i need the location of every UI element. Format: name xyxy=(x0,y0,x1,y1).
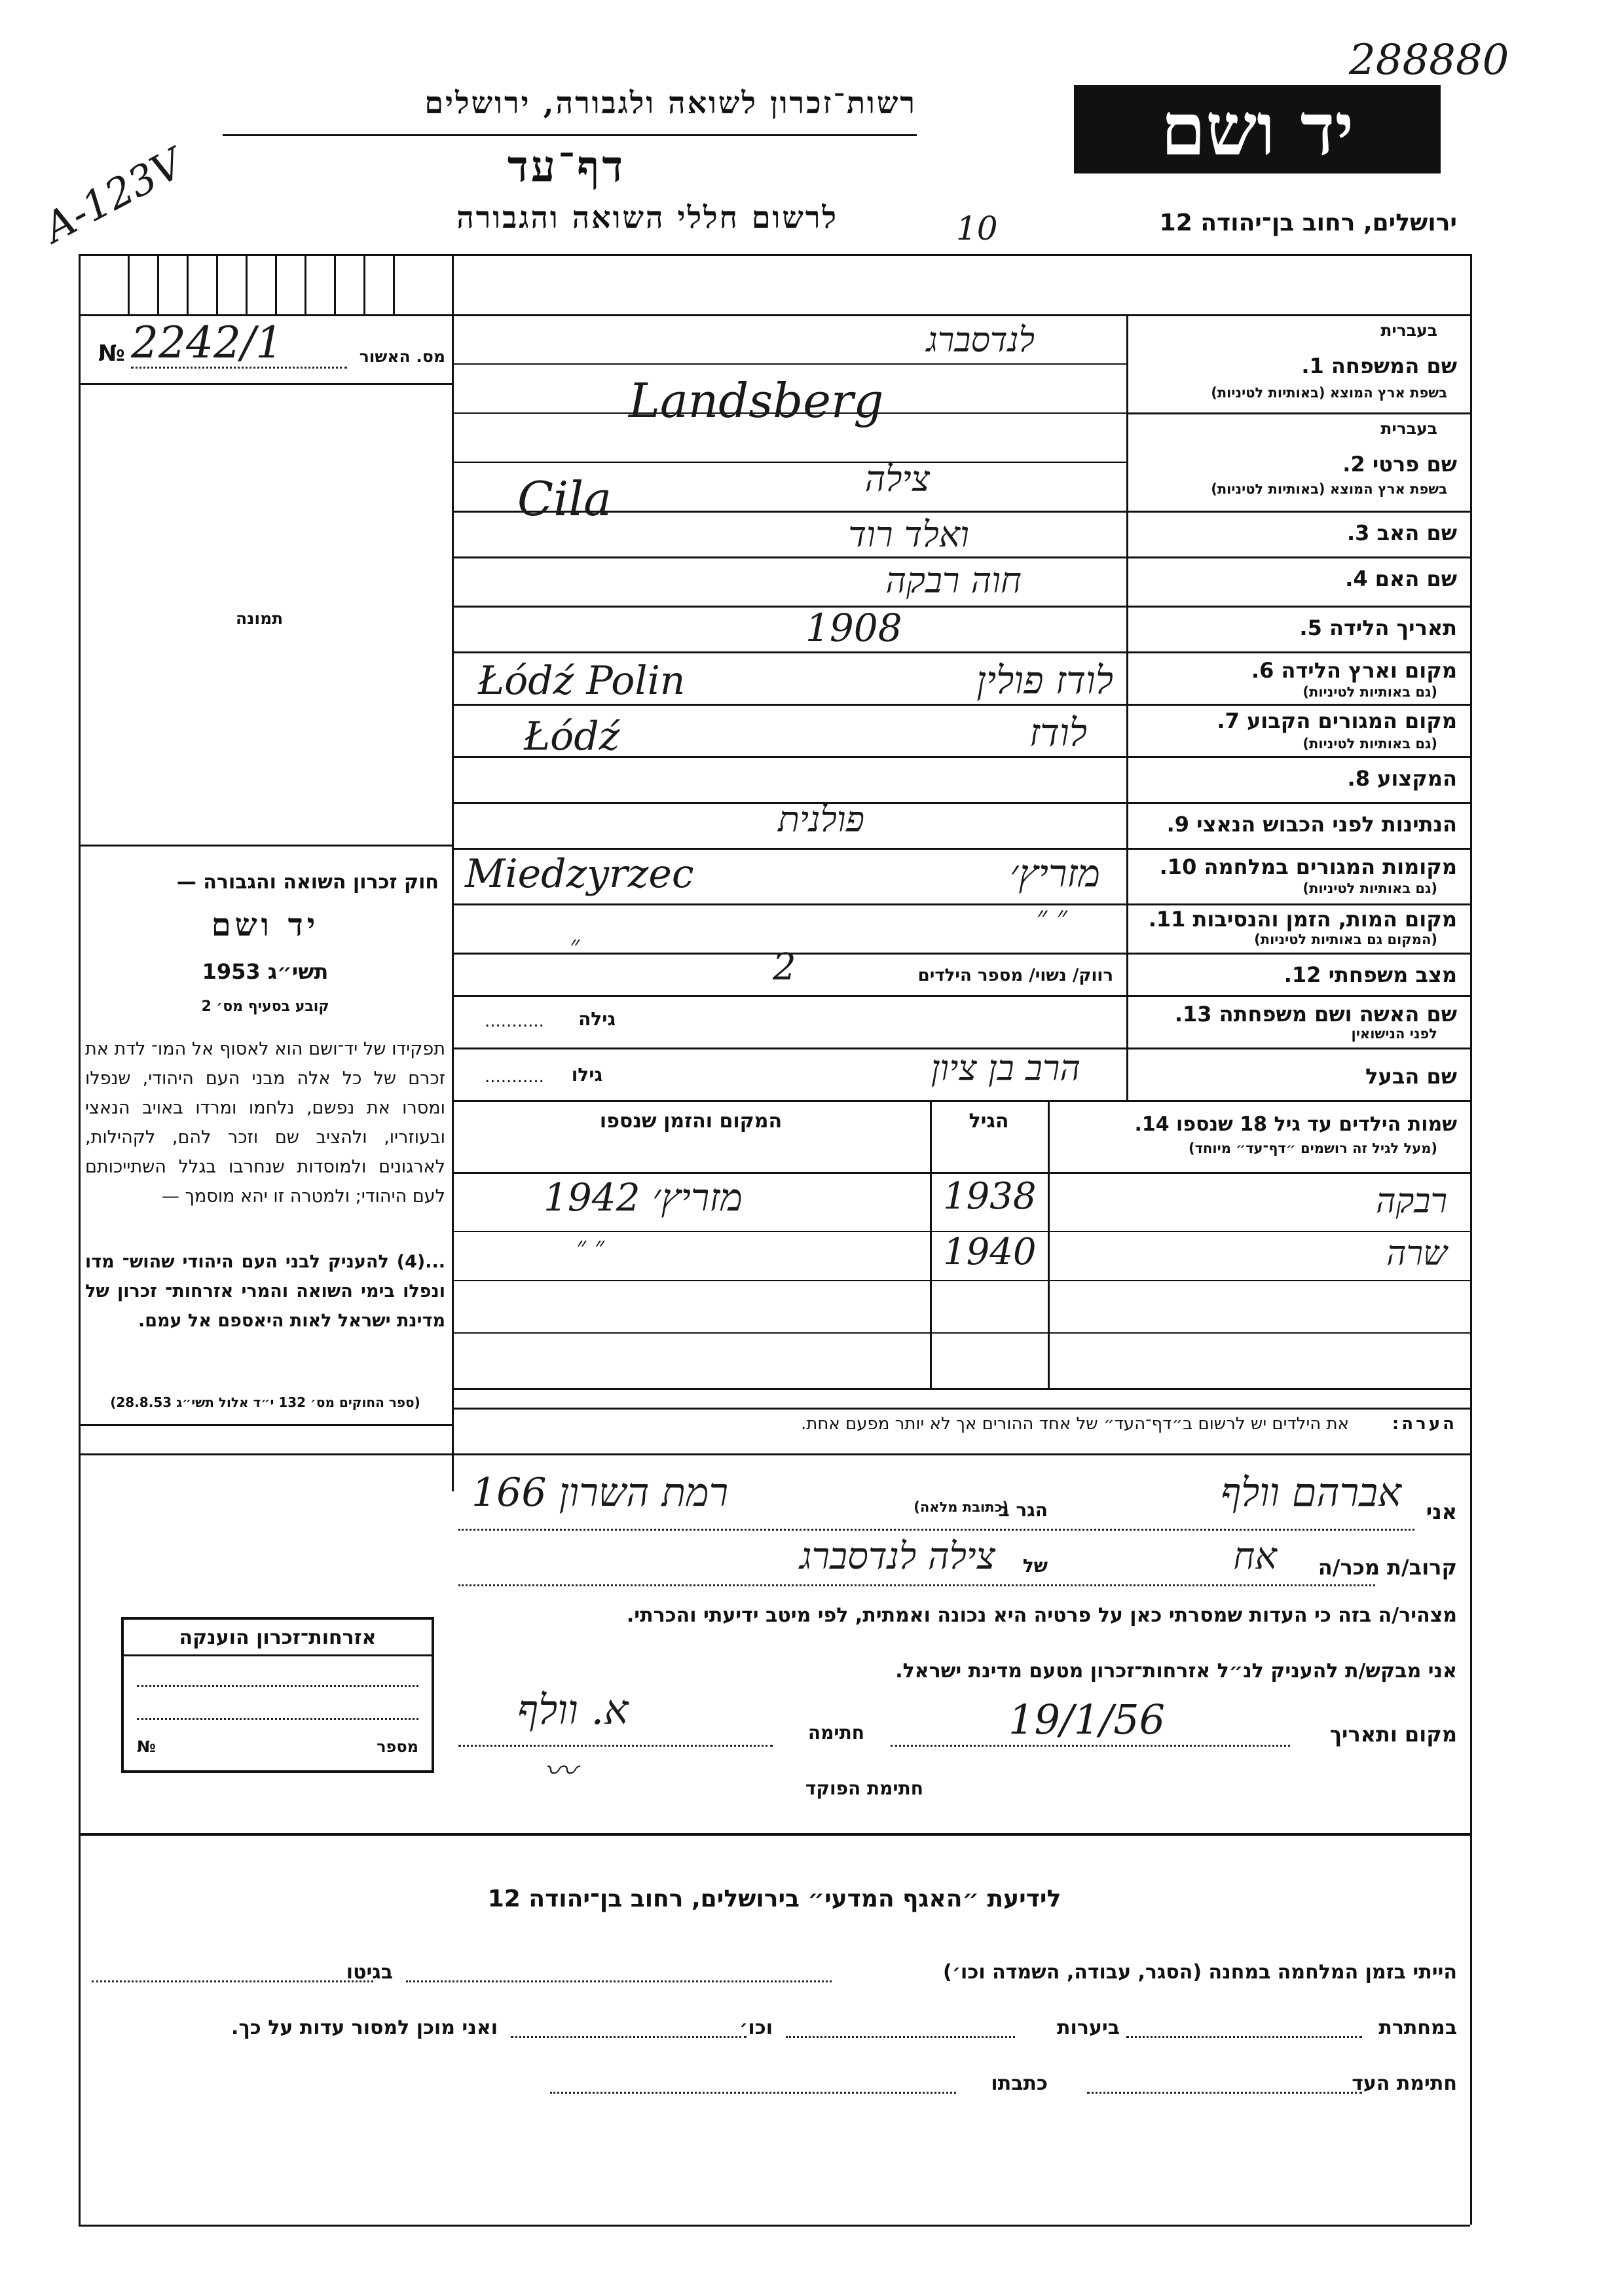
remark-text: את הילדים יש לרשום ב״דף־העד״ של אחד ההורים אך לא יותר מפעם אחת. xyxy=(800,1414,1349,1434)
declarant-name[interactable]: אברהם וולף xyxy=(1221,1470,1401,1516)
law-year: תשי״ג 1953 xyxy=(202,959,329,984)
law-paragraph-1: תפקידו של יד־ושם הוא לאסוף אל המו־ לדת את זכרם של כל אלה מבני העם היהודי, שנפלו ומסרו את נפשם, נלחמו ומרדו באויב הנאצי ובעוזריו, ולהציב שם וזכר להם, לקהילות, לארגונים ולמוסדות שנחרבו בגלל השתייכותם לעם היהודי; ולמטרה זו יהא מוסמך — xyxy=(85,1039,445,1207)
field-11-value[interactable]: ״ ״ xyxy=(1036,900,1067,934)
page-mark: 10 xyxy=(956,210,998,247)
field-8-label: המקצוע 8. xyxy=(1347,766,1457,791)
field-10-value-latin[interactable]: Miedzyrzec xyxy=(465,851,694,897)
signature-value[interactable]: א. וולף xyxy=(517,1686,629,1734)
citizenship-title: אזרחות־זכרון הוענקה xyxy=(124,1626,432,1656)
field-2-lang: בעברית xyxy=(1380,419,1437,438)
footer-camp-label: הייתי בזמן המלחמה במחנה (הסגר, עבודה, השמדה וכו׳) xyxy=(943,1961,1457,1984)
field-2-value-latin[interactable]: Cila xyxy=(517,471,612,526)
declarant-address-hint: (כתובת מלאה) xyxy=(913,1499,1008,1515)
wife-age-dots: ........... xyxy=(485,1011,544,1031)
field-1-label: שם המשפחה 1. xyxy=(1301,354,1457,378)
husband-label: שם הבעל xyxy=(1365,1064,1457,1089)
margin-note: A-123V xyxy=(36,139,191,252)
children-col-age: הגיל xyxy=(969,1110,1009,1133)
footer-etc-label: וכו׳ xyxy=(739,2016,773,2039)
wife-age-label: גילה xyxy=(578,1008,616,1030)
child-1-place[interactable]: מזריץ׳ 1942 xyxy=(544,1175,743,1220)
archive-number: 288880 xyxy=(1349,36,1509,84)
field-3-label: שם האב 3. xyxy=(1346,520,1457,545)
children-count[interactable]: 2 xyxy=(773,946,796,989)
citizenship-number-label: מספר xyxy=(377,1738,418,1756)
relation-of-value[interactable]: צילה לנדסברג xyxy=(800,1535,995,1578)
child-2-age[interactable]: 1940 xyxy=(943,1231,1037,1273)
child-1-name[interactable]: רבקה xyxy=(1376,1182,1447,1221)
husband-age-label: גילו xyxy=(571,1064,602,1085)
field-2-value-hebrew[interactable]: צילה xyxy=(864,458,930,500)
relation-of: של xyxy=(1022,1555,1048,1576)
footer-info: לידיעת ״האגף המדעי״ בירושלים, רחוב בן־יהודה 12 xyxy=(487,1886,1061,1912)
field-7-sub: (גם באותיות לטיניות) xyxy=(1302,736,1437,752)
place-date-label: מקום ותאריך xyxy=(1329,1722,1457,1747)
field-7-label: מקום המגורים הקבוע 7. xyxy=(1217,708,1457,733)
form-title: דף־עד xyxy=(507,141,626,192)
field-6-label: מקום וארץ הלידה 6. xyxy=(1251,658,1457,683)
field-1-value-hebrew[interactable]: לנדסברג xyxy=(926,321,1035,360)
relation-label: קרוב/ת מכר/ה xyxy=(1318,1555,1457,1580)
approval-number[interactable]: 2242/1 xyxy=(131,318,284,368)
field-6-value-hebrew[interactable]: לודז פולין xyxy=(976,658,1113,702)
request-text: אני מבקש/ת להעניק לנ״ל אזרחות־זכרון מטעם מדינת ישראל. xyxy=(895,1660,1457,1683)
field-10-label: מקומות המגורים במלחמה 10. xyxy=(1159,854,1457,879)
field-2-sub: בשפת ארץ המוצא (באותיות לטיניות) xyxy=(1211,481,1447,497)
field-7-value-latin[interactable]: Łódź xyxy=(524,714,620,759)
husband-age-dots: ........... xyxy=(485,1067,544,1087)
header-address: ירושלים, רחוב בן־יהודה 12 xyxy=(1159,210,1457,236)
child-2-place[interactable]: ״ ״ xyxy=(576,1231,605,1262)
field-11-sub: (המקום גם באותיות לטיניות) xyxy=(1254,932,1437,947)
field-7-value-hebrew[interactable]: לודז xyxy=(1029,710,1087,755)
footer-address-label: כתבתו xyxy=(991,2072,1048,2095)
field-13-label: שם האשה ושם משפחתה 13. xyxy=(1174,1002,1457,1027)
approval-label: מס. האשור xyxy=(359,347,445,366)
field-1-lang: בעברית xyxy=(1380,321,1437,340)
footer-forests-label: ביערות xyxy=(1057,2016,1120,2039)
marital-status-options: רווק/ נשוי/ מספר הילדים xyxy=(917,966,1113,985)
field-1-value-latin[interactable]: Landsberg xyxy=(629,373,884,428)
field-13-sub: לפני הנישואין xyxy=(1351,1026,1437,1042)
citizenship-number-sign: № xyxy=(137,1738,156,1756)
field-2-label: שם פרטי 2. xyxy=(1342,452,1457,477)
child-1-age[interactable]: 1938 xyxy=(943,1175,1037,1218)
law-paragraph-2: ...(4) להעניק לבני העם היהודי שהוש־ מדו ונפלו בימי השואה והמרי אזרחות־ זכרון של מדינת ישראל לאות היאספם אל עמם. xyxy=(85,1252,445,1331)
signature-label: חתימה xyxy=(807,1722,864,1743)
field-9-value[interactable]: פולנית xyxy=(777,799,864,840)
field-4-label: שם האם 4. xyxy=(1345,566,1457,591)
declarant-address[interactable]: רמת השרון 166 xyxy=(471,1470,729,1516)
field-6-value-latin[interactable]: Łódź Polin xyxy=(478,658,686,704)
law-name: יד ושם xyxy=(211,907,320,943)
field-10-value-hebrew[interactable]: מזריץ׳ xyxy=(1010,851,1100,896)
children-note: (מעל לגיל זה רושמים ״דף־עד״ מיוחד) xyxy=(1189,1140,1437,1156)
footer-witness-signature-label: חתימת העד xyxy=(1352,2072,1457,2095)
relation-value[interactable]: אח xyxy=(1233,1535,1277,1578)
law-title: חוק זכרון השואה והגבורה — xyxy=(176,871,439,894)
field-11-label: מקום המות, הזמן והנסיבות 11. xyxy=(1148,907,1457,932)
field-12-label: מצב משפחתי 12. xyxy=(1283,962,1457,987)
field-5-label: תאריך הלידה 5. xyxy=(1299,615,1457,640)
children-col-place: המקום והזמן שנספו xyxy=(599,1110,783,1133)
field-5-value[interactable]: 1908 xyxy=(805,606,902,650)
field-6-sub: (גם באותיות לטיניות) xyxy=(1302,684,1437,700)
field-3-value[interactable]: ואלד רוד xyxy=(848,514,969,555)
declaration-text: מצהיר/ה בזה כי העדות שמסרתי כאן על פרטיה היא נכונה ואמתית, לפי מיטב ידיעתי והכרתי. xyxy=(626,1604,1457,1627)
footer-ready-text: ואני מוכן למסור עדות על כך. xyxy=(231,2016,498,2039)
declarant-residing: הגר ב xyxy=(998,1499,1048,1521)
approval-number-sign: № xyxy=(98,340,125,367)
authority-name: רשות־זכרון לשואה ולגבורה, ירושלים xyxy=(424,85,917,120)
law-clause: קובע בסעיף מס׳ 2 xyxy=(201,998,329,1015)
clerk-signature-mark: 〰 xyxy=(544,1752,576,1790)
yad-vashem-logo: יד ושם xyxy=(1074,85,1441,173)
field-9-label: הנתינות לפני הכבוש הנאצי 9. xyxy=(1166,812,1457,837)
footer-underground-label: במחתרת xyxy=(1378,2016,1457,2039)
husband-value[interactable]: הרב בן ציון xyxy=(931,1048,1080,1089)
place-date-value[interactable]: 19/1/56 xyxy=(1008,1696,1166,1743)
field-10-sub: (גם באותיות לטיניות) xyxy=(1302,881,1437,896)
clerk-signature-label: חתימת הפוקד xyxy=(805,1777,923,1799)
remark-label: הערה: xyxy=(1392,1414,1457,1434)
form-subtitle: לרשום חללי השואה והגבורה xyxy=(456,200,838,235)
children-title: שמות הילדים עד גיל 18 שנספו 14. xyxy=(1134,1113,1457,1136)
declarant-ani: אני xyxy=(1426,1499,1457,1524)
footer-ghetto-label: בגיטו xyxy=(346,1961,393,1984)
citizenship-box xyxy=(121,1617,434,1773)
field-4-value[interactable]: חוה רבקה xyxy=(885,560,1022,601)
field-11-value-2[interactable]: ״ xyxy=(570,930,580,960)
field-1-sub: בשפת ארץ המוצא (באותיות לטיניות) xyxy=(1211,385,1447,401)
law-source: (ספר החוקים מס׳ 132 י״ד אלול תשי״ג 28.8.53) xyxy=(110,1394,420,1410)
photo-label: תמונה xyxy=(236,609,284,628)
child-2-name[interactable]: שרה xyxy=(1386,1234,1447,1273)
